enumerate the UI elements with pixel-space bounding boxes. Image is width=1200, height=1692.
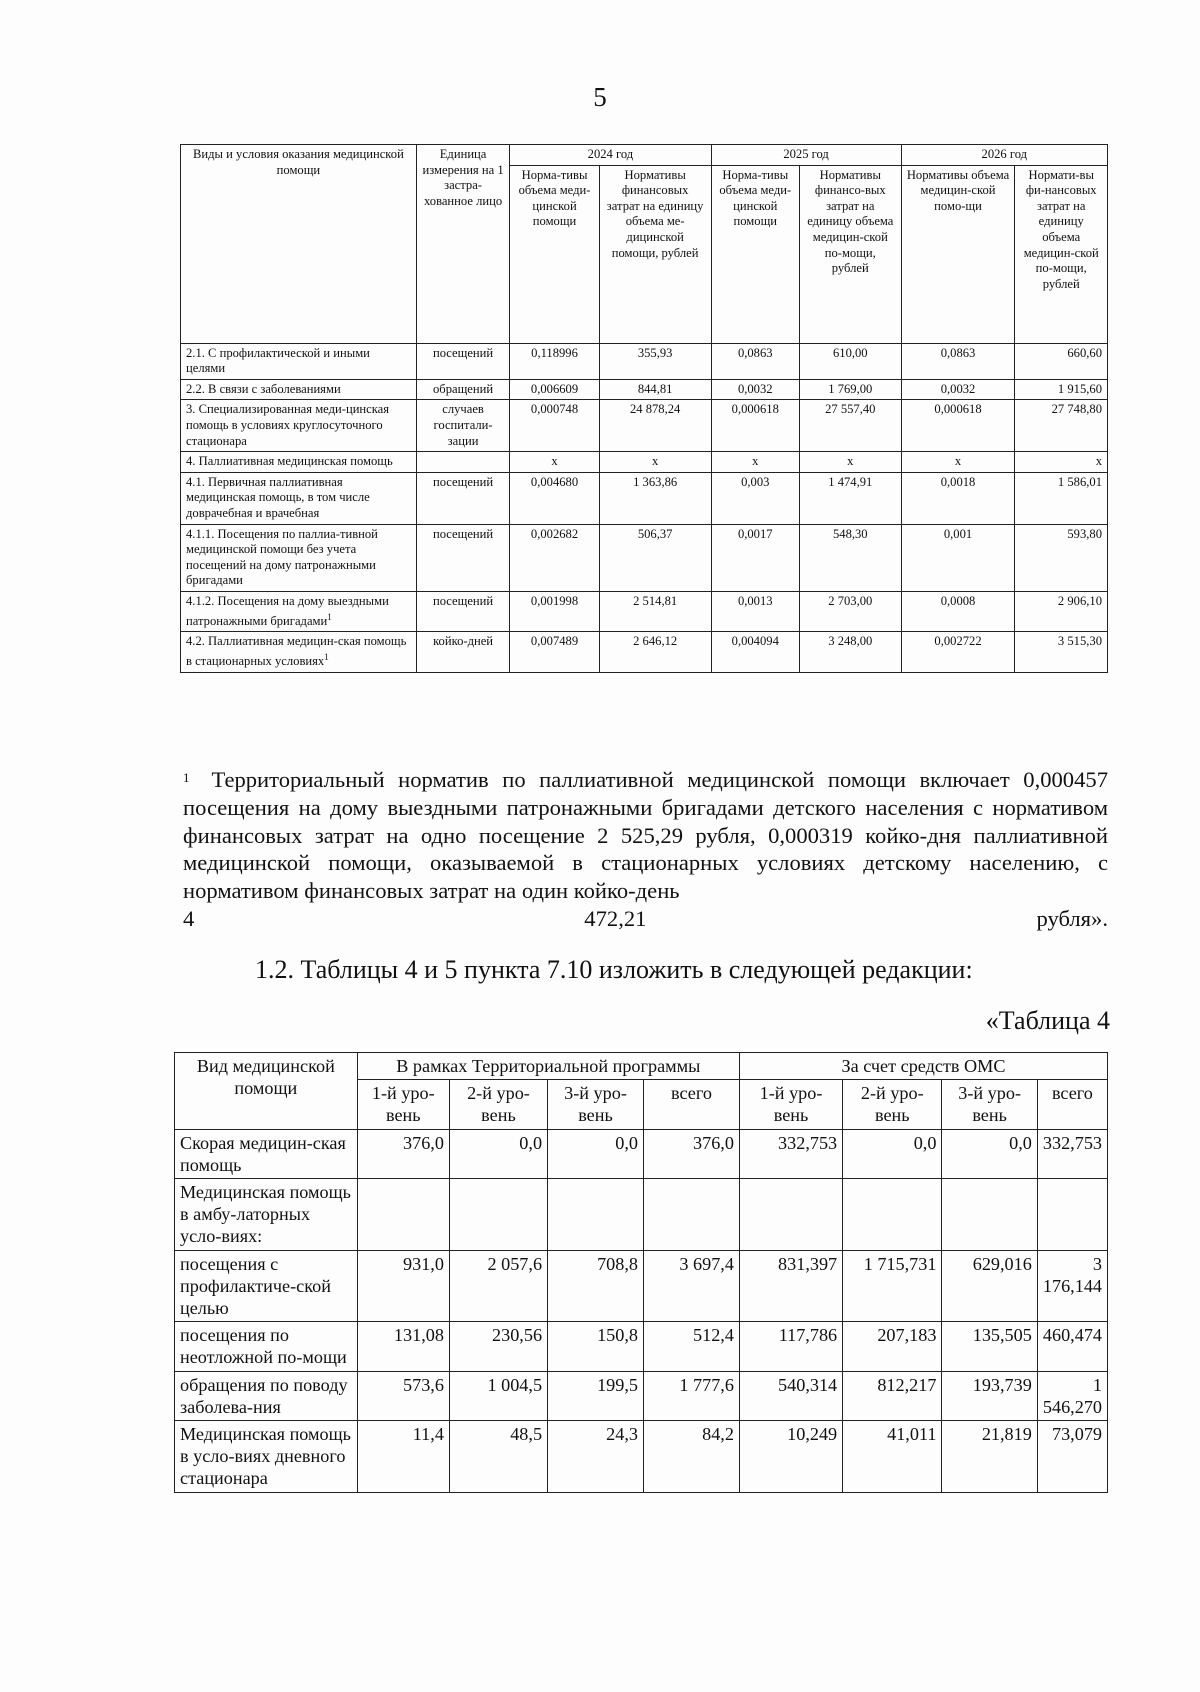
table-cell: 2 906,10 — [1015, 591, 1108, 631]
footnote — [183, 766, 1108, 933]
table-cell — [643, 1179, 739, 1251]
row-unit — [416, 452, 510, 473]
table-cell: 3 176,144 — [1037, 1250, 1107, 1322]
table-cell: 2 057,6 — [449, 1250, 547, 1322]
table-row — [175, 1129, 1108, 1178]
table-cell: 0,0 — [942, 1129, 1037, 1178]
table-cell: 355,93 — [599, 343, 711, 379]
row-label — [181, 472, 417, 524]
table-cell: х — [510, 452, 599, 473]
footnote-mark: 1 — [183, 770, 190, 785]
table-row — [175, 1250, 1108, 1322]
table-cell: 73,079 — [1037, 1421, 1107, 1493]
table-cell: 0,004680 — [510, 472, 599, 524]
table-cell: 593,80 — [1015, 524, 1108, 591]
header-year: 2025 год — [711, 145, 901, 166]
table-cell: 48,5 — [449, 1421, 547, 1493]
row-label-text: 4.2. Паллиативная медицин-ская помощь в стационарных условиях — [186, 634, 407, 669]
header-volume-norm: Норма-тивы объема меди-цинской помощи — [711, 165, 799, 343]
table-cell: 11,4 — [357, 1421, 449, 1493]
table-cell: 150,8 — [548, 1322, 644, 1371]
table-cell: х — [599, 452, 711, 473]
header-care-type: Вид медицинской помощи — [175, 1053, 358, 1130]
header-cost-norm: Нормативы финансо-вых затрат на единицу объема медицин-ской по-мощи, рублей — [799, 165, 901, 343]
header-volume-norm: Нормативы объема медицин-ской помо-щи — [901, 165, 1015, 343]
table-cell: 0,0 — [548, 1129, 644, 1178]
table-cell: 27 557,40 — [799, 400, 901, 452]
footnote-text: Территориальный норматив по паллиативной медицинской помощи включает 0,000457 посещения на дому выездными патронажными бригадами детского населения с нормативом финансовых затрат на одно посещение 2 525,29 рубля, 0,000319 койко-дня паллиативной медицинской помощи, оказываемой в стационарных условиях детскому населению, с нормативом финансовых затрат на один койко-день — [183, 767, 1108, 904]
header-year: 2026 год — [901, 145, 1107, 166]
table-cell: 506,37 — [599, 524, 711, 591]
table-cell — [449, 1179, 547, 1251]
table-cell: 24,3 — [548, 1421, 644, 1493]
table-cell: 1 769,00 — [799, 379, 901, 400]
table-cell — [548, 1179, 644, 1251]
table-cell: 1 474,91 — [799, 472, 901, 524]
table-cell: х — [799, 452, 901, 473]
header-total: всего — [1037, 1080, 1107, 1129]
header-level: 1-й уро-вень — [357, 1080, 449, 1129]
header-level: 2-й уро-вень — [843, 1080, 942, 1129]
table-cell: 1 715,731 — [843, 1250, 942, 1322]
section-heading: 1.2. Таблицы 4 и 5 пункта 7.10 изложить в следующей редакции: — [255, 955, 973, 984]
table-cell: 629,016 — [942, 1250, 1037, 1322]
footnote-tail: 4 472,21 рубля». — [183, 905, 1108, 931]
table-cell: 0,0008 — [901, 591, 1015, 631]
table-cell: 0,002722 — [901, 632, 1015, 672]
table-cell — [843, 1179, 942, 1251]
row-unit: посещений — [416, 472, 510, 524]
header-level: 3-й уро-вень — [548, 1080, 644, 1129]
row-unit: посещений — [416, 591, 510, 631]
table-cell: 0,0018 — [901, 472, 1015, 524]
table-cell: 84,2 — [643, 1421, 739, 1493]
table-cell: 1 546,270 — [1037, 1371, 1107, 1420]
header-cost-norm: Нормативы финансовых затрат на единицу объема ме-дицинской помощи, рублей — [599, 165, 711, 343]
table-cell: 0,004094 — [711, 632, 799, 672]
header-level: 3-й уро-вень — [942, 1080, 1037, 1129]
table-cell: х — [901, 452, 1015, 473]
header-volume-norm: Норма-тивы объема меди-цинской помощи — [510, 165, 599, 343]
row-label — [181, 343, 417, 379]
table-cell: 376,0 — [643, 1129, 739, 1178]
table-cell: 27 748,80 — [1015, 400, 1108, 452]
table-cell: 135,505 — [942, 1322, 1037, 1371]
table-cell: 21,819 — [942, 1421, 1037, 1493]
table-row — [181, 472, 1108, 524]
row-label — [181, 400, 417, 452]
header-unit: Единица измерения на 1 застра-хованное лицо — [416, 145, 510, 344]
table-cell: 41,011 — [843, 1421, 942, 1493]
normatives-table — [180, 144, 1108, 673]
table-cell: 1 363,86 — [599, 472, 711, 524]
table-cell: 131,08 — [357, 1322, 449, 1371]
row-label — [181, 379, 417, 400]
header-level: 1-й уро-вень — [739, 1080, 842, 1129]
table-cell: 199,5 — [548, 1371, 644, 1420]
row-label-text: 4.1.2. Посещения на дому выездными патронажными бригадами — [186, 593, 389, 628]
table-cell: 2 703,00 — [799, 591, 901, 631]
table-cell: 1 004,5 — [449, 1371, 547, 1420]
table-row — [175, 1421, 1108, 1493]
table-row — [175, 1371, 1108, 1420]
table-cell: 207,183 — [843, 1322, 942, 1371]
header-level: 2-й уро-вень — [449, 1080, 547, 1129]
table-cell: 460,474 — [1037, 1322, 1107, 1371]
table-label: «Таблица 4 — [985, 1006, 1110, 1035]
table-cell: 610,00 — [799, 343, 901, 379]
table-cell: 332,753 — [1037, 1129, 1107, 1178]
table-cell: 573,6 — [357, 1371, 449, 1420]
row-label: Медицинская помощь в усло-виях дневного стационара — [175, 1421, 358, 1493]
header-total: всего — [643, 1080, 739, 1129]
table-cell: 0,0863 — [901, 343, 1015, 379]
table-cell: 2 646,12 — [599, 632, 711, 672]
levels-table — [174, 1052, 1108, 1493]
table-cell: 1 586,01 — [1015, 472, 1108, 524]
row-unit: случаев госпитали-зации — [416, 400, 510, 452]
table-row — [175, 1322, 1108, 1371]
row-unit: посещений — [416, 343, 510, 379]
table-cell: х — [1015, 452, 1108, 473]
header-year: 2024 год — [510, 145, 711, 166]
table-cell: 931,0 — [357, 1250, 449, 1322]
header-group-territorial: В рамках Территориальной программы — [357, 1053, 739, 1080]
header-care-type: Виды и условия оказания медицинской помощи — [181, 145, 417, 344]
table-cell: 0,007489 — [510, 632, 599, 672]
table-row — [181, 343, 1108, 379]
table-cell: 3 515,30 — [1015, 632, 1108, 672]
table-cell: 548,30 — [799, 524, 901, 591]
table-cell: х — [711, 452, 799, 473]
table-cell: 0,0017 — [711, 524, 799, 591]
table-row — [175, 1179, 1108, 1251]
row-label-text: 3. Специализированная меди-цинская помощь в условиях круглосуточного стационара — [186, 402, 390, 448]
table-cell: 117,786 — [739, 1322, 842, 1371]
table-cell: 0,000748 — [510, 400, 599, 452]
table-cell: 540,314 — [739, 1371, 842, 1420]
table-row — [181, 524, 1108, 591]
row-unit: посещений — [416, 524, 510, 591]
header-cost-norm: Нормати-вы фи-нансовых затрат на единицу объема медицин-ской по-мощи, рублей — [1015, 165, 1108, 343]
table-cell: 0,0 — [449, 1129, 547, 1178]
table-cell: 10,249 — [739, 1421, 842, 1493]
table-cell: 332,753 — [739, 1129, 842, 1178]
table-cell: 1 777,6 — [643, 1371, 739, 1420]
table-cell: 193,739 — [942, 1371, 1037, 1420]
table-cell: 0,001998 — [510, 591, 599, 631]
row-label: обращения по поводу заболева-ния — [175, 1371, 358, 1420]
table-cell: 0,0 — [843, 1129, 942, 1178]
table-cell — [739, 1179, 842, 1251]
table-cell: 0,0032 — [901, 379, 1015, 400]
table-cell: 844,81 — [599, 379, 711, 400]
table-cell: 376,0 — [357, 1129, 449, 1178]
table-cell: 0,0863 — [711, 343, 799, 379]
table-cell: 3 697,4 — [643, 1250, 739, 1322]
row-label-text: 4.1. Первичная паллиативная медицинская помощь, в том числе доврачебная и врачебная — [186, 474, 370, 520]
row-label-text: 4.1.1. Посещения по паллиа-тивной медицинской помощи без учета посещений на дому патронажными бригадами — [186, 526, 378, 588]
table-cell: 0,003 — [711, 472, 799, 524]
table-cell: 0,118996 — [510, 343, 599, 379]
table-cell: 0,000618 — [901, 400, 1015, 452]
table-cell: 0,000618 — [711, 400, 799, 452]
table-cell: 3 248,00 — [799, 632, 901, 672]
table-cell: 0,002682 — [510, 524, 599, 591]
row-label-text: 2.2. В связи с заболеваниями — [186, 381, 341, 396]
footnote-ref: 1 — [324, 651, 329, 662]
table-cell: 0,0013 — [711, 591, 799, 631]
table-cell — [942, 1179, 1037, 1251]
table-row — [181, 632, 1108, 672]
footnote-ref: 1 — [327, 611, 332, 622]
row-label: посещения с профилактиче-ской целью — [175, 1250, 358, 1322]
table-cell: 2 514,81 — [599, 591, 711, 631]
row-label — [181, 632, 417, 672]
table-cell — [1037, 1179, 1107, 1251]
table-cell: 0,0032 — [711, 379, 799, 400]
row-label — [181, 524, 417, 591]
table-cell: 24 878,24 — [599, 400, 711, 452]
row-unit: койко-дней — [416, 632, 510, 672]
table-row — [181, 379, 1108, 400]
table-row — [181, 452, 1108, 473]
table-cell — [357, 1179, 449, 1251]
table-cell: 0,001 — [901, 524, 1015, 591]
table-row — [181, 591, 1108, 631]
row-label — [181, 591, 417, 631]
table-cell: 1 915,60 — [1015, 379, 1108, 400]
row-label: посещения по неотложной по-мощи — [175, 1322, 358, 1371]
table-cell: 512,4 — [643, 1322, 739, 1371]
table-cell: 708,8 — [548, 1250, 644, 1322]
page-number: 5 — [593, 82, 607, 112]
row-label-text: 2.1. С профилактической и иными целями — [186, 345, 370, 376]
table-cell: 831,397 — [739, 1250, 842, 1322]
row-label-text: 4. Паллиативная медицинская помощь — [186, 454, 393, 469]
table-cell: 660,60 — [1015, 343, 1108, 379]
table-cell: 812,217 — [843, 1371, 942, 1420]
table-cell: 230,56 — [449, 1322, 547, 1371]
table-cell: 0,006609 — [510, 379, 599, 400]
row-label: Скорая медицин-ская помощь — [175, 1129, 358, 1178]
row-label: Медицинская помощь в амбу-латорных усло-виях: — [175, 1179, 358, 1251]
row-label — [181, 452, 417, 473]
table-row — [181, 400, 1108, 452]
row-unit: обращений — [416, 379, 510, 400]
header-group-oms: За счет средств ОМС — [739, 1053, 1107, 1080]
